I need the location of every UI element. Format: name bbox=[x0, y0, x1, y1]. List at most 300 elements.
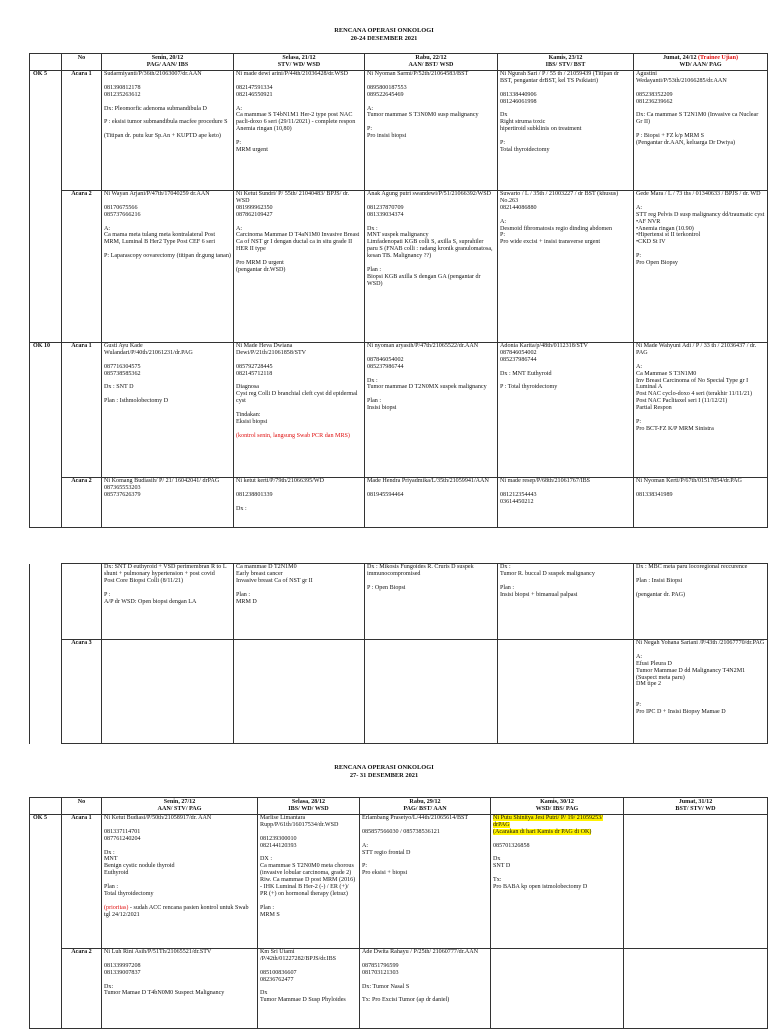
cell-line: 085237986744 bbox=[500, 356, 537, 363]
cell-line: 085792728445 bbox=[236, 363, 273, 370]
cell-line: Dx : Mikosis Fungoides R. Cruris D suspek immunocompromised bbox=[367, 564, 474, 577]
table-header-row bbox=[30, 798, 768, 815]
patient-cell bbox=[234, 343, 365, 478]
cell-line bbox=[367, 578, 495, 585]
room-ok10: OK 10 bbox=[30, 343, 62, 528]
cell-line: A: bbox=[236, 225, 243, 232]
cell-line: Tumor Mamae D T4bN0M0 Suspect Malignancy bbox=[104, 990, 225, 997]
patient-cell bbox=[365, 191, 498, 343]
cell-line: Tumor R. buccal D suspek malignancy bbox=[500, 570, 595, 577]
cell-line: DX : bbox=[260, 856, 273, 863]
cell-line bbox=[500, 85, 631, 92]
cell-line: DM tipe 2 bbox=[636, 681, 662, 688]
cell-line: Early breast cancer bbox=[236, 570, 283, 577]
cell-line bbox=[104, 977, 255, 984]
header-day-wednesday: Rabu, 22/12 AAN/ BST/ WSD bbox=[365, 54, 498, 71]
cell-line: Ni Putu Shinitya Jesi Putri/ P/ 19/ 21059253/ drPAG bbox=[493, 815, 603, 828]
cell-line bbox=[236, 378, 362, 385]
cell-line: Marlise Limantara Rupp/P/61th/16017534/dr.WSD bbox=[260, 815, 339, 828]
cell-line: Ni nyoman aryasih/P/47th/21065522/dr.AAN bbox=[367, 343, 479, 349]
cell-line bbox=[104, 822, 255, 829]
cell-line: Dx bbox=[260, 990, 268, 997]
room-ok5: OK 5 bbox=[30, 815, 62, 1029]
header-no: No bbox=[62, 54, 102, 71]
cell-line bbox=[236, 253, 362, 260]
cell-line bbox=[500, 212, 631, 219]
cell-line: Pro MRM D urgent bbox=[236, 260, 284, 267]
cell-line: Plan : Isthmolobectomy D bbox=[104, 398, 169, 405]
cell-line: Post NAC Paclitaxel seri I (11/12/21) bbox=[636, 398, 728, 405]
cell-line: MRM S bbox=[260, 911, 280, 918]
cell-line: MNT bbox=[104, 856, 118, 863]
cell-line: Right struma toxic bbox=[500, 119, 546, 126]
cell-line: P : eksisi tumor submandibula macfee procedure S bbox=[104, 119, 228, 126]
cell-line bbox=[104, 843, 255, 850]
cell-line: P: bbox=[636, 418, 642, 425]
cell-line: 081338440906 bbox=[500, 91, 537, 98]
cell-line: Tindakan: bbox=[236, 412, 261, 419]
patient-cell bbox=[102, 343, 234, 478]
cell-line: Ni Nyoman Sarmi/P/52th/21064583/BST bbox=[367, 71, 469, 77]
patient-cell bbox=[102, 564, 234, 640]
patient-cell bbox=[234, 564, 365, 640]
cell-line bbox=[500, 485, 631, 492]
cell-line: 081703121303 bbox=[362, 969, 399, 976]
cell-line bbox=[500, 133, 631, 140]
cell-line: Ni ketut kerti/P/79th/21066395/WD bbox=[236, 478, 325, 484]
cell-line: (Titipan dr. putu kur Sp.An + KUPTD ape keto) bbox=[104, 133, 221, 140]
cell-line: (Pengantar dr.AAN, keluarga Dr Dwiya) bbox=[636, 140, 736, 147]
cell-line: (pengantar dr.WSD) bbox=[236, 266, 286, 273]
cell-line: P: bbox=[636, 702, 642, 709]
cell-line: A: bbox=[367, 105, 374, 112]
cell-line: Ca mama meta tulang meta kontralateral Post MRM, Luminal B Her2 Type Post CEF 6 seri bbox=[104, 232, 216, 246]
cell-line bbox=[367, 99, 495, 106]
cell-line: 082144120393 bbox=[260, 842, 297, 849]
cell-line: 082146550921 bbox=[236, 91, 273, 98]
cell-line: Ni Luh Rini Asih/P/51Th/21065521/dr.STV bbox=[104, 949, 212, 955]
cell-line: 081237870709 bbox=[367, 204, 404, 211]
cell-line: 085238352209 bbox=[636, 91, 673, 98]
cell-line: No.263 bbox=[500, 197, 519, 204]
cell-line: Gede Mara / L / 73 ths / 01340633 / BPJS / dr. WD bbox=[636, 191, 761, 197]
cell-line: hipertiroid subklinis on treatment bbox=[500, 126, 582, 133]
patient-cell bbox=[360, 949, 491, 1029]
cell-line: 087851796599 bbox=[362, 962, 399, 969]
patient-cell bbox=[498, 564, 634, 640]
cell-line: •AF NVR bbox=[636, 218, 661, 225]
cell-line: 085100836607 bbox=[260, 969, 297, 976]
cell-line bbox=[104, 219, 231, 226]
cell-line: Tumor Mammae D Susp Phyloides bbox=[260, 997, 346, 1004]
cell-line: Dx : bbox=[236, 505, 247, 512]
cell-line: Tumor Mammae D dd Malignancy T4N2M1 (Suspect meta paru) bbox=[636, 667, 746, 681]
cell-line: Plan : bbox=[260, 904, 275, 911]
cell-line: Eksisi biopsi bbox=[236, 418, 268, 425]
patient-cell bbox=[365, 640, 498, 744]
cell-line: 085857566030 / 085738536121 bbox=[362, 828, 440, 835]
patient-cell bbox=[634, 71, 768, 191]
cell-line: Pro Open Biopsy bbox=[636, 260, 678, 267]
cell-line: Diagnosa bbox=[236, 384, 260, 391]
cell-line: Post Core Biopsi Colli (8/11/21) bbox=[104, 577, 183, 584]
cell-line: Ade Dwita Rahayu / P/25th/ 21060777/dr.AAN bbox=[362, 949, 479, 955]
cell-line bbox=[104, 357, 231, 364]
cell-line bbox=[367, 371, 495, 378]
patient-cell bbox=[634, 478, 768, 528]
cell-line: Ni Made Heva Dwiana Dewi/P/21th/21061858/STV bbox=[236, 343, 307, 356]
cell-line bbox=[500, 578, 631, 585]
cell-line bbox=[500, 378, 631, 385]
table-row bbox=[30, 191, 768, 343]
patient-cell bbox=[102, 191, 234, 343]
cell-line: Invasive breast Ca of NST gr II bbox=[236, 577, 313, 584]
cell-line bbox=[362, 856, 488, 863]
cell-line: P: bbox=[500, 140, 506, 147]
cell-line: 087761240204 bbox=[104, 835, 141, 842]
cell-line bbox=[236, 357, 362, 364]
cell-line bbox=[500, 364, 631, 371]
header-day-tuesday: Selasa, 21/12 STV/ WD/ WSD bbox=[234, 54, 365, 71]
cell-line: Cyst reg Colli D branchial cleft cyst dd epidermal cyst bbox=[236, 391, 358, 405]
cell-line bbox=[636, 571, 765, 578]
cell-line bbox=[260, 963, 357, 970]
cell-line: Ni made resep/P/68th/21061767/IBS bbox=[500, 478, 591, 484]
table-row bbox=[30, 478, 768, 528]
cell-line bbox=[236, 499, 362, 506]
cell-line: 08170675566 bbox=[104, 204, 138, 211]
cell-line bbox=[104, 78, 231, 85]
cell-line: Dx : MNT Euthyroid bbox=[500, 370, 552, 377]
cell-line: P: bbox=[362, 863, 368, 870]
patient-cell bbox=[258, 815, 360, 949]
table-header-row bbox=[30, 54, 768, 71]
patient-cell bbox=[365, 564, 498, 640]
patient-cell bbox=[498, 640, 634, 744]
cell-line bbox=[104, 956, 255, 963]
cell-line: Benign cystic nodule thyroid bbox=[104, 863, 175, 870]
patient-cell bbox=[634, 343, 768, 478]
week1-title: RENCANA OPERASI ONKOLOGI bbox=[334, 27, 434, 34]
header-day-tuesday: Selasa, 28/12 IBS/ WD/ WSD bbox=[258, 798, 360, 815]
cell-line: 081338341989 bbox=[636, 491, 673, 498]
cell-line: (kontrol senin, langsung Swab PCR dan MRS) bbox=[236, 432, 350, 439]
cell-line: 081235263612 bbox=[104, 91, 141, 98]
patient-cell bbox=[365, 478, 498, 528]
cell-line: MNT suspek malignancy bbox=[367, 232, 429, 239]
cell-line: •Hipertensi st II terkontrol bbox=[636, 232, 701, 239]
cell-line: Ni Made Wahyuni Adi / P / 33 th / 21036437 / dr. PAG bbox=[636, 343, 757, 356]
room-ok5: OK 5 bbox=[30, 71, 62, 343]
cell-line bbox=[636, 357, 765, 364]
header-day-monday: Senin, 20/12 PAG/ AAN/ IBS bbox=[102, 54, 234, 71]
cell-line: P: Laparascopy oovarectomy (titipan dr.gung tanan) bbox=[104, 253, 231, 260]
cell-line: Ca mammae D T2N1M0 bbox=[236, 564, 297, 570]
cell-line: Plan : bbox=[500, 584, 515, 591]
cell-line bbox=[493, 850, 621, 857]
cell-line: P: bbox=[636, 253, 642, 260]
cell-line: Luminal A bbox=[636, 384, 663, 391]
cell-line bbox=[236, 426, 362, 433]
cell-line bbox=[104, 391, 231, 398]
cell-line bbox=[367, 260, 495, 267]
cell-line: Ni Komang Budiasih/ P/ 21/ 16042041/ drPAG bbox=[104, 478, 220, 484]
cell-line bbox=[104, 898, 255, 905]
cell-line: A: bbox=[636, 204, 643, 211]
cell-line bbox=[236, 405, 362, 412]
week1-dates: 20-24 DESEMBER 2021 bbox=[350, 35, 418, 42]
header-day-wednesday: Rabu, 29/12 PAG/ BST/ AAN bbox=[360, 798, 491, 815]
cell-line: Plan : bbox=[367, 266, 382, 273]
cell-line: SNT D bbox=[493, 863, 511, 870]
cell-line: Dx : bbox=[104, 849, 115, 856]
cell-line: Erlambang Prasetyo/L/44th/21065614/BST bbox=[362, 815, 469, 821]
week2-dates: 27- 31 DESEMBER 2021 bbox=[349, 772, 419, 779]
cell-line: Dx: Ca mammae S T2N1M0 (Invasive ca Nuclear Gr II) bbox=[636, 112, 759, 126]
cell-line bbox=[104, 99, 231, 106]
cell-line bbox=[636, 198, 765, 205]
cell-line: 081246061998 bbox=[500, 98, 537, 105]
cell-line bbox=[236, 78, 362, 85]
cell-line bbox=[636, 647, 765, 654]
cell-line: •Anemia ringan (10.90) bbox=[636, 225, 694, 232]
cell-line: Insisi biopsi bbox=[367, 405, 397, 412]
table-row bbox=[30, 343, 768, 478]
cell-line: Agustini bbox=[636, 71, 657, 77]
cell-line: 087365553203 bbox=[104, 484, 141, 491]
cell-line: Inv Breast Carcinoma of No Special Type gr I bbox=[636, 377, 749, 384]
cell-line: Partial Respon bbox=[636, 405, 672, 412]
patient-cell bbox=[634, 564, 768, 640]
cell-line: 081339997208 bbox=[104, 962, 141, 969]
cell-line: Dx : bbox=[500, 564, 511, 570]
cell-line: Ni Ngurah Sari / P / 55 th / 21059439 (Titipan dr BST, pengantar drBST, kel TS Psikiatri) bbox=[500, 71, 619, 84]
cell-line: 081999962350 bbox=[236, 204, 273, 211]
cell-line: Pro eksisi + biopsi bbox=[362, 870, 408, 877]
acara-label: Acara 2 bbox=[62, 191, 102, 343]
cell-line: A: bbox=[362, 842, 369, 849]
cell-line: 087846054002 bbox=[500, 349, 537, 356]
cell-line bbox=[104, 585, 231, 592]
cell-line bbox=[260, 850, 357, 857]
header-day-monday: Senin, 27/12 AAN/ STV/ PAG bbox=[102, 798, 258, 815]
cell-line bbox=[367, 391, 495, 398]
cell-line: Ca mammae S T4bN1M1 Her-2 type post NAC pacli-doxo 6 seri (29/11/2021) - complete respon bbox=[236, 112, 356, 126]
cell-line: Pro BCT-FZ K/P MRM Sinistra bbox=[636, 425, 714, 432]
cell-line: Pro insisi biopsi bbox=[367, 133, 407, 140]
cell-line bbox=[362, 956, 488, 963]
acara-label: Acara 1 bbox=[62, 343, 102, 478]
cell-line: Plan : bbox=[104, 884, 119, 891]
acara-label: Acara 1 bbox=[62, 815, 102, 949]
cell-line bbox=[236, 585, 362, 592]
cell-line: 087846054002 bbox=[367, 356, 404, 363]
cell-line: A: bbox=[104, 225, 111, 232]
patient-cell bbox=[234, 71, 365, 191]
cell-line bbox=[104, 877, 255, 884]
cell-line bbox=[636, 688, 765, 695]
cell-line: 081945594464 bbox=[367, 491, 404, 498]
cell-line bbox=[236, 485, 362, 492]
patient-cell bbox=[234, 191, 365, 343]
cell-line: Plan : bbox=[367, 398, 382, 405]
cell-line: 081390812178 bbox=[104, 84, 141, 91]
cell-line bbox=[104, 198, 231, 205]
acara-label: Acara 2 bbox=[62, 478, 102, 528]
cell-line: 085701326858 bbox=[493, 842, 530, 849]
cell-line: P: bbox=[236, 140, 242, 147]
cell-line: Total thyroidectomy bbox=[104, 890, 154, 897]
cell-line: 0895800187553 bbox=[367, 84, 407, 91]
header-day-friday: Jumat, 31/12 BST/ STV/ WD bbox=[624, 798, 768, 815]
cell-line: Dx : SNT D bbox=[104, 384, 134, 391]
cell-line: •CKD St IV bbox=[636, 239, 666, 246]
header-day-friday: Jumat, 24/12 (Trainee Ujian) WD/ AAN/ PAG bbox=[634, 54, 768, 71]
cell-line: Dx : MBC meta paru locoregional reccurence bbox=[636, 564, 748, 570]
cell-line: A: bbox=[636, 653, 643, 660]
patient-cell bbox=[624, 949, 768, 1029]
week1-schedule-table bbox=[29, 53, 768, 528]
cell-line bbox=[636, 412, 765, 419]
cell-line bbox=[236, 219, 362, 226]
cell-line: Dx: SNT D euthyroid + VSD perimembran R to L shunt + pulmonary hypertension + post covid bbox=[104, 564, 227, 577]
cell-line: 081339034374 bbox=[367, 211, 404, 218]
patient-cell bbox=[365, 343, 498, 478]
cell-line: 081337114701 bbox=[104, 828, 141, 835]
cell-line bbox=[362, 822, 488, 829]
cell-line: P : Open Biopsi bbox=[367, 584, 406, 591]
patient-cell bbox=[102, 478, 234, 528]
cell-line: Tx: Pro Excisi Tumor (ap dr daniel) bbox=[362, 997, 450, 1004]
table-row bbox=[30, 564, 768, 640]
patient-cell bbox=[102, 949, 258, 1029]
cell-line: Ni Wayan Arjani/P/47th/17040259 dr.AAN bbox=[104, 191, 210, 197]
cell-line: 081212354443 bbox=[500, 491, 537, 498]
week2-title: RENCANA OPERASI ONKOLOGI bbox=[334, 764, 434, 771]
cell-line: Anemia ringan (10,80) bbox=[236, 126, 292, 133]
table-row bbox=[30, 640, 768, 744]
cell-line bbox=[260, 984, 357, 991]
cell-line bbox=[493, 836, 621, 843]
cell-line: Ni Nyoman Kerti/P/67th/01517854/dr.PAG bbox=[636, 478, 742, 484]
header-no: No bbox=[62, 798, 102, 815]
week1-schedule-table-continued bbox=[29, 563, 768, 744]
cell-line: A/P dr WSD: Open biopsi dengan LA bbox=[104, 598, 197, 605]
cell-line: Dx bbox=[493, 856, 501, 863]
cell-line: 085738585362 bbox=[104, 370, 141, 377]
cell-line: Gusti Ayu Kade Wulandari/P/40th/21061231/dr.PAG bbox=[104, 343, 193, 356]
cell-line: (Acarakan di hari Kamis dr PAG di OK) bbox=[493, 828, 592, 835]
patient-cell bbox=[102, 815, 258, 949]
table-row bbox=[30, 815, 768, 949]
patient-cell bbox=[634, 640, 768, 744]
cell-line: STT reg Pelvis D susp malignancy dd/traumatic cyst bbox=[636, 211, 765, 218]
cell-line: A: bbox=[636, 363, 643, 370]
cell-line bbox=[500, 106, 631, 113]
header-ok bbox=[30, 54, 62, 71]
cell-line: 087862109427 bbox=[236, 211, 273, 218]
cell-line: (pengantar dr. PAG) bbox=[636, 591, 686, 598]
cell-line: Plan : bbox=[236, 591, 251, 598]
cell-line: Dx: Tumor Nasal S bbox=[362, 983, 410, 990]
cell-line: STT regio frontal D bbox=[362, 849, 411, 856]
cell-line bbox=[104, 378, 231, 385]
acara-label: Acara 1 bbox=[62, 71, 102, 191]
cell-line: Adonia Karita/p/48th/0112318/STV bbox=[500, 343, 588, 349]
cell-line: 081236239662 bbox=[636, 98, 673, 105]
cell-line bbox=[367, 78, 495, 85]
cell-line: Dx : bbox=[367, 225, 378, 232]
cell-line: Post NAC cyclo-doxo 4 seri (terakhir 11/11/21) bbox=[636, 391, 752, 398]
patient-cell bbox=[498, 343, 634, 478]
patient-cell bbox=[634, 191, 768, 343]
cell-line bbox=[236, 133, 362, 140]
cell-line bbox=[362, 836, 488, 843]
cell-line bbox=[636, 485, 765, 492]
cell-line bbox=[367, 198, 495, 205]
cell-line: 081239300010 bbox=[260, 835, 297, 842]
cell-line: Pro wide excisi + insisi transverse urgent bbox=[500, 239, 601, 246]
cell-line bbox=[636, 246, 765, 253]
cell-line: Km Sri Utami /P/42th/01227282/BPJS/dr.IBS bbox=[260, 949, 337, 962]
cell-line: Total thyroidectomy bbox=[500, 146, 550, 153]
cell-line: Ni made dewi arini/P/44th/21036428/dr.WSD bbox=[236, 71, 349, 77]
cell-line: Ni Ketut Sundri/ P/ 55th/ 21040483/ BPJS/ dr. WSD bbox=[236, 191, 350, 204]
cell-line: (prioritas) - sudah ACC rencana pasien kontrol untuk Swab tgl 24/12/2021 bbox=[104, 904, 249, 918]
cell-line: Ni Ketut Budiasi/P/50th/21058917/dr. AAN bbox=[104, 815, 212, 821]
cell-line: 082145712118 bbox=[236, 370, 273, 377]
cell-line: Dx : bbox=[367, 377, 378, 384]
cell-line bbox=[636, 695, 765, 702]
cell-line bbox=[636, 85, 765, 92]
cell-line bbox=[636, 585, 765, 592]
cell-line: Anak Agung putri swandewi/P/51/21066392/WSD bbox=[367, 191, 492, 197]
cell-line: 081238801339 bbox=[236, 491, 273, 498]
cell-line: Ca Mammae S T3N1M0 bbox=[636, 370, 697, 377]
trainee-exam-note: (Trainee Ujian) bbox=[698, 55, 739, 61]
cell-line bbox=[260, 898, 357, 905]
cell-line: HER II type bbox=[236, 246, 266, 253]
patient-cell bbox=[258, 949, 360, 1029]
cell-line: 089522645469 bbox=[367, 91, 404, 98]
cell-line: 082147591334 bbox=[236, 84, 273, 91]
cell-line: Made Hendra Priyadmika/L/35th/21059941/AAN bbox=[367, 478, 489, 484]
cell-line: 085737666216 bbox=[104, 211, 141, 218]
cell-line: Wedayanti/P/53th/21066285/dr.AAN bbox=[636, 77, 727, 84]
cell-line: Pro IPC D + Insisi Biopsy Mamae D bbox=[636, 709, 726, 716]
cell-line bbox=[636, 126, 765, 133]
cell-line: A: bbox=[500, 218, 507, 225]
cell-line: 08236762477 bbox=[260, 976, 294, 983]
patient-cell bbox=[491, 815, 624, 949]
cell-line: Desmoid fibromatosis regio dinding abdomen bbox=[500, 225, 613, 232]
table-row bbox=[30, 71, 768, 191]
cell-line: 085737626379 bbox=[104, 491, 141, 498]
cell-line: P : bbox=[104, 591, 111, 598]
cell-line: Biopsi KGB axilla S dengan GA (pengantar dr WSD) bbox=[367, 273, 481, 287]
cell-line bbox=[236, 99, 362, 106]
patient-cell bbox=[360, 815, 491, 949]
cell-line: Sudarmiyanti/P/36th/21063007/dr.AAN bbox=[104, 71, 202, 77]
cell-line: 085237986744 bbox=[367, 363, 404, 370]
cell-line bbox=[367, 119, 495, 126]
cell-line: Efusi Pleura D bbox=[636, 660, 672, 667]
cell-line: 03614450212 bbox=[500, 498, 534, 505]
cell-line: Tumor mammae D T2N0MX suspek malignancy bbox=[367, 384, 487, 391]
cell-line bbox=[493, 870, 621, 877]
patient-cell bbox=[365, 71, 498, 191]
header-day-thursday: Kamis, 30/12 WSD/ IBS/ PAG bbox=[491, 798, 624, 815]
